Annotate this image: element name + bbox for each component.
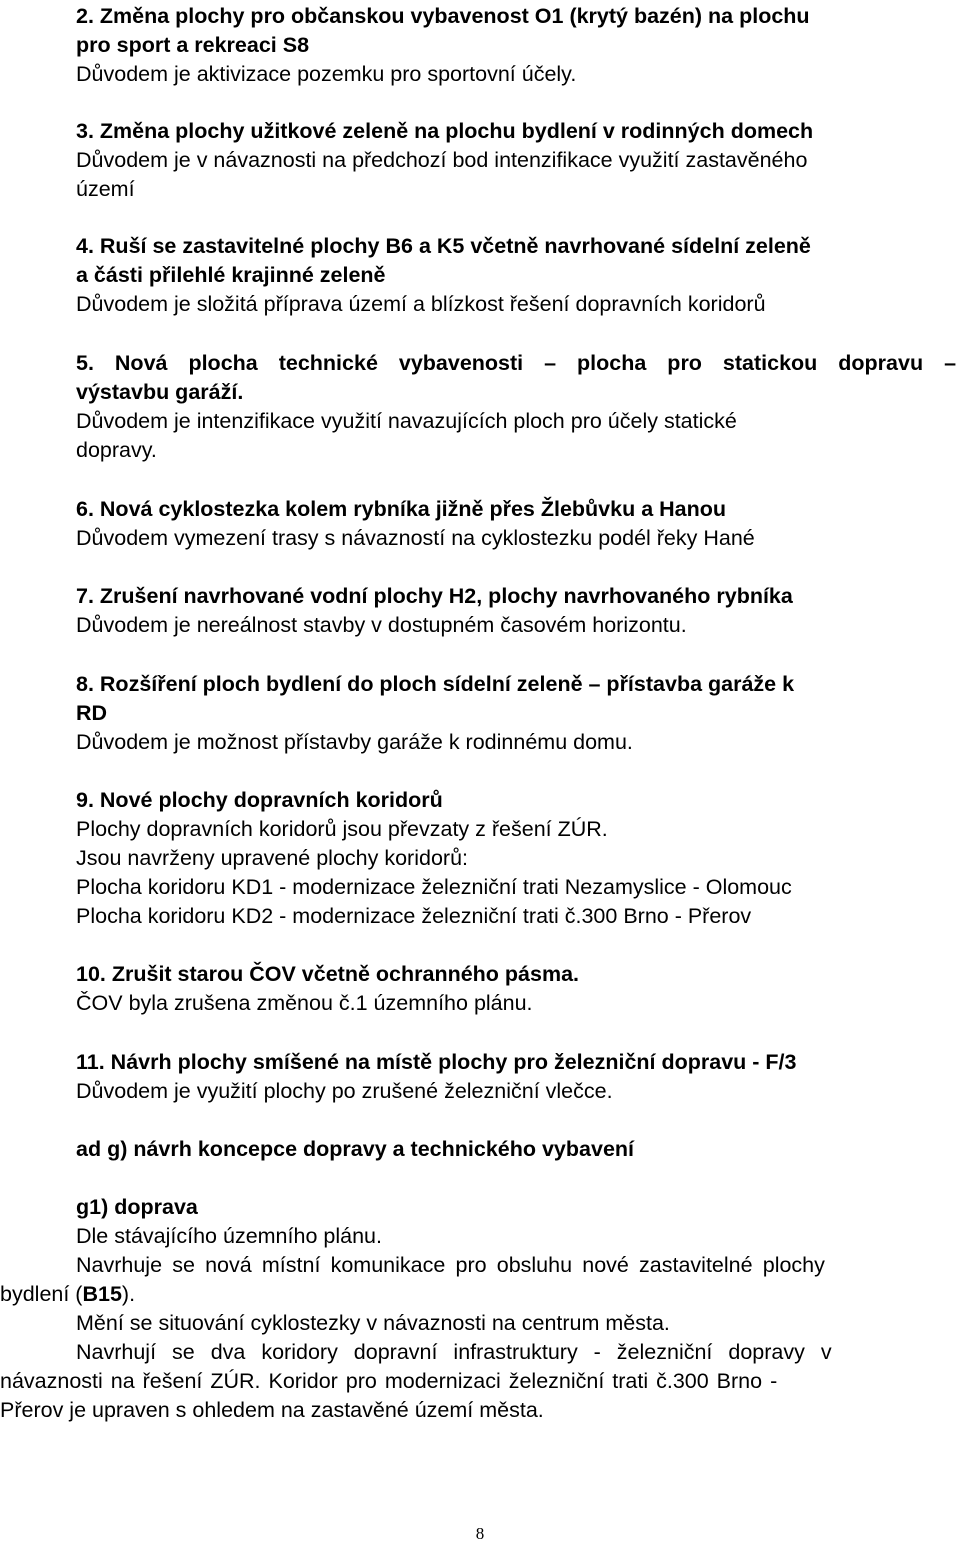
body-paragraph-2-line-2 xyxy=(0,1280,135,1308)
item-9-heading: 9. Nové plochy dopravních koridorů xyxy=(76,788,443,812)
item-4-heading-line-2: a části přilehlé krajinné zeleně xyxy=(76,263,386,287)
body-p2-post: ). xyxy=(121,1282,136,1306)
body-paragraph-1: Dle stávajícího územního plánu. xyxy=(76,1224,382,1248)
page-number: 8 xyxy=(475,1524,485,1543)
item-7-heading: 7. Zrušení navrhované vodní plochy H2, plochy navrhovaného rybníka xyxy=(76,584,793,608)
item-5-heading-line-2: výstavbu garáží. xyxy=(76,380,244,404)
body-paragraph-3: Mění se situování cyklostezky v návaznosti na centrum města. xyxy=(76,1311,670,1335)
item-5-reason-line-2: dopravy. xyxy=(76,438,157,462)
item-11-heading: 11. Návrh plochy smíšené na místě plochy pro železniční dopravu - F/3 xyxy=(76,1050,797,1074)
body-paragraph-4-line-1: Navrhují se dva koridory dopravní infrastruktury - železniční dopravy v xyxy=(76,1340,832,1364)
item-2-heading-line-1: 2. Změna plochy pro občanskou vybavenost O1 (krytý bazén) na plochu xyxy=(76,4,810,28)
item-4-heading-line-1: 4. Ruší se zastavitelné plochy B6 a K5 včetně navrhované sídelní zeleně xyxy=(76,234,811,258)
body-paragraph-2-line-1: Navrhuje se nová místní komunikace pro obsluhu nové zastavitelné plochy xyxy=(76,1253,825,1277)
item-8-heading-line-1: 8. Rozšíření ploch bydlení do ploch sídelní zeleně – přístavba garáže k xyxy=(76,672,795,696)
item-9-reason-line-3: Plocha koridoru KD1 - modernizace železniční trati Nezamyslice - Olomouc xyxy=(76,875,792,899)
body-p2-pre: bydlení ( xyxy=(0,1282,83,1306)
item-3-heading: 3. Změna plochy užitkové zeleně na plochu bydlení v rodinných domech xyxy=(76,119,814,143)
item-10-reason: ČOV byla zrušena změnou č.1 územního plánu. xyxy=(76,991,533,1015)
item-8-heading-line-2: RD xyxy=(76,701,108,725)
item-5-heading-text: 5. Nová plocha technické vybavenosti – plocha pro statickou dopravu – xyxy=(76,351,957,375)
body-paragraph-4-line-2: návaznosti na řešení ZÚR. Koridor pro modernizaci železniční trati č.300 Brno - xyxy=(0,1369,778,1393)
subsection-heading: g1) doprava xyxy=(76,1195,198,1219)
item-11-reason: Důvodem je využití plochy po zrušené železniční vlečce. xyxy=(76,1079,613,1103)
item-2-heading-line-2: pro sport a rekreaci S8 xyxy=(76,33,310,57)
item-4-reason: Důvodem je složitá příprava území a blízkost řešení dopravních koridorů xyxy=(76,292,766,316)
item-10-heading: 10. Zrušit starou ČOV včetně ochranného pásma. xyxy=(76,962,580,986)
plot-code-b15: B15 xyxy=(82,1282,122,1306)
item-6-heading: 6. Nová cyklostezka kolem rybníka jižně přes Žlebůvku a Hanou xyxy=(76,497,727,521)
item-9-reason-line-2: Jsou navrženy upravené plochy koridorů: xyxy=(76,846,468,870)
item-9-reason-line-4: Plocha koridoru KD2 - modernizace železniční trati č.300 Brno - Přerov xyxy=(76,904,752,928)
item-6-reason: Důvodem vymezení trasy s návazností na cyklostezku podél řeky Hané xyxy=(76,526,755,550)
item-3-reason-line-1: Důvodem je v návaznosti na předchozí bod intenzifikace využití zastavěného xyxy=(76,148,808,172)
body-paragraph-4-line-3: Přerov je upraven s ohledem na zastavěné území města. xyxy=(0,1398,544,1422)
item-5-heading-line-1 xyxy=(76,349,956,377)
item-5-reason-line-1: Důvodem je intenzifikace využití navazujících ploch pro účely statické xyxy=(76,409,737,433)
item-9-reason-line-1: Plochy dopravních koridorů jsou převzaty z řešení ZÚR. xyxy=(76,817,608,841)
section-heading: ad g) návrh koncepce dopravy a technického vybavení xyxy=(76,1137,635,1161)
item-8-reason: Důvodem je možnost přístavby garáže k rodinnému domu. xyxy=(76,730,633,754)
item-3-reason-line-2: území xyxy=(76,177,135,201)
item-2-reason: Důvodem je aktivizace pozemku pro sportovní účely. xyxy=(76,62,577,86)
item-7-reason: Důvodem je nereálnost stavby v dostupném časovém horizontu. xyxy=(76,613,687,637)
